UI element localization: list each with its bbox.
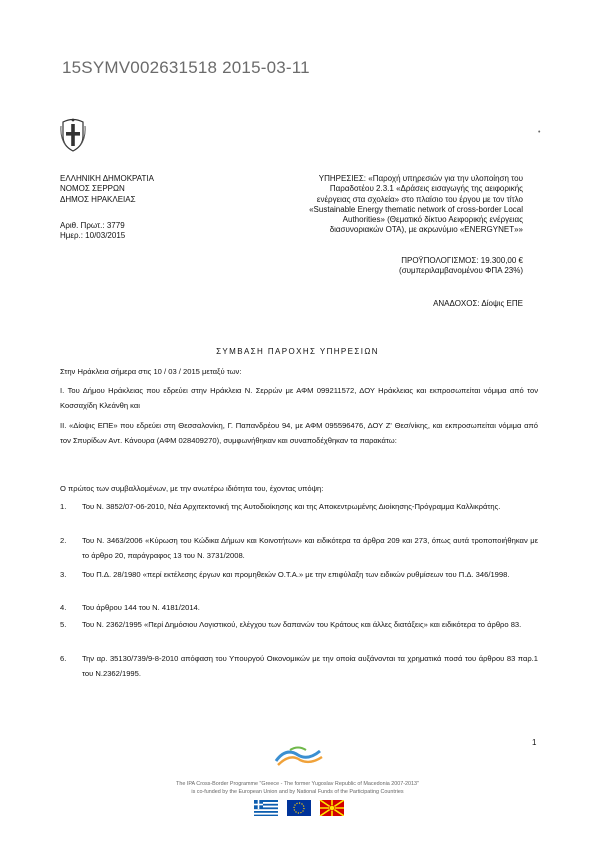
list-item-number: 1. <box>60 502 67 511</box>
protocol-date: Ημερ.: 10/03/2015 <box>60 231 126 241</box>
issuer-line: ΔΗΜΟΣ ΗΡΑΚΛΕΙΑΣ <box>60 194 136 204</box>
list-item-text: Του Ν. 3463/2006 «Κύρωση του Κώδικα Δήμων και Κοινοτήτων» και ειδικότερα τα άρθρα 209 και 273, όπως αυτά τροποποιήθηκαν με το άρθρο 20, παράγραφος 13 του Ν. 3731/2008. <box>82 536 538 560</box>
budget-amount: ΠΡΟΫΠΟΛΟΓΙΣΜΟΣ: 19.300,00 € <box>401 256 523 265</box>
contractor: ΑΝΑΔΟΧΟΣ: Δίοψις ΕΠΕ <box>433 299 523 308</box>
list-item-text: Την αρ. 35130/739/9-8-2010 απόφαση του Υπουργού Οικονομικών με την οποία αυξάνονται τα χρηματικά ποσά του άρθρου 83 παρ.1 του Ν.2362/1995. <box>82 654 538 678</box>
list-item-number: 4. <box>60 603 67 612</box>
list-item-text: Του άρθρου 144 του Ν. 4181/2014. <box>82 603 200 612</box>
footer-line: is co-funded by the European Union and by National Funds of the Participating Countries <box>191 788 404 795</box>
programme-logo-icon <box>272 745 324 767</box>
services-line: ενέργειας στα σχολεία» στο πλαίσιο του έργου με τον τίτλο <box>316 194 523 204</box>
macedonia-flag-icon <box>320 800 344 816</box>
first-party-paragraph: Ο πρώτος των συμβαλλομένων, με την ανωτέρω ιδιότητα του, έχοντας υπόψη: <box>60 484 324 493</box>
list-item <box>60 534 538 564</box>
protocol-number: Αριθ. Πρωτ.: 3779 <box>60 221 125 230</box>
list-item <box>60 568 538 583</box>
greek-flag-icon <box>254 800 278 816</box>
eu-flag-icon <box>287 800 311 816</box>
greek-coat-of-arms-icon <box>60 118 86 152</box>
protocol-block <box>60 221 125 242</box>
intro-paragraph: Στην Ηράκλεια σήμερα στις 10 / 03 / 2015 μεταξύ των: <box>60 367 242 376</box>
document-id: 15SYMV002631518 2015-03-11 <box>62 58 310 77</box>
page-number: 1 <box>532 738 537 747</box>
list-item-text: Του Π.Δ. 28/1980 «περί εκτέλεσης έργων και προμηθειών Ο.Τ.Α.» με την επιφύλαξη των ειδικών ρυθμίσεων του Π.Δ. 346/1998. <box>82 570 510 579</box>
issuer-block <box>60 174 154 205</box>
services-line: «Sustainable Energy thematic network of cross-border Local <box>309 204 523 214</box>
list-item <box>60 618 538 633</box>
party-two-paragraph: II. «Δίοψις ΕΠΕ» που εδρεύει στη Θεσσαλονίκη, Γ. Παπανδρέου 94, με ΑΦΜ 095596476, ΔΟΥ Ζ' Θεσ/νίκης, και εκπροσωπείται νόμιμα από τον Σπυρίδων Αντ. Κάνουρα (ΑΦΜ 028409270), συμφωνήθηκαν και συναποδέχθηκαν τα παρακάτω: <box>60 421 538 445</box>
contract-title: ΣΥΜΒΑΣΗ ΠΑΡΟΧΗΣ ΥΠΗΡΕΣΙΩΝ <box>216 347 379 356</box>
list-item <box>60 500 538 515</box>
list-item-text: Του Ν. 2362/1995 «Περί Δημόσιου Λογιστικού, ελέγχου των δαπανών του Κράτους και άλλες διατάξεις» και ειδικότερα το άρθρο 83. <box>82 620 522 629</box>
issuer-line: ΕΛΛΗΝΙΚΗ ΔΗΜΟΚΡΑΤΙΑ <box>60 174 154 183</box>
services-line: ΥΠΗΡΕΣΙΕΣ: «Παροχή υπηρεσιών για την υλοποίηση του <box>318 174 523 183</box>
flags-row <box>254 800 344 816</box>
services-line: διασυνοριακών ΟΤΑ), με ακρωνύμιο «ENERGYNET»» <box>329 225 523 235</box>
party-one-paragraph: I. Του Δήμου Ηράκλειας που εδρεύει στην Ηράκλεια Ν. Σερρών με ΑΦΜ 099211572, ΔΟΥ Ηράκλειας και εκπροσωπείται νόμιμα από τον Κοσσαχίδη Κλεάνθη και <box>60 386 538 410</box>
marker-dot: • <box>538 129 541 136</box>
list-item-number: 5. <box>60 620 67 629</box>
issuer-line: ΝΟΜΟΣ ΣΕΡΡΩΝ <box>60 184 125 194</box>
list-item-number: 2. <box>60 536 67 545</box>
list-item-text: Του Ν. 3852/07-06-2010, Νέα Αρχιτεκτονική της Αυτοδιοίκησης και της Αποκεντρωμένης Διοίκησης-Πρόγραμμα Καλλικράτης. <box>82 502 501 511</box>
list-item <box>60 652 538 682</box>
list-item-number: 3. <box>60 570 67 579</box>
footer-line: The IPA Cross-Border Programme "Greece - The former Yugoslav Republic of Macedonia 2007-2013" <box>176 781 419 787</box>
services-line: Authorities» (Θεματικό δίκτυο Αειφορικής ενέργειας <box>342 215 523 225</box>
footer-note <box>0 781 595 796</box>
budget-vat-note: (συμπεριλαμβανομένου ΦΠΑ 23%) <box>399 266 523 276</box>
list-item-number: 6. <box>60 654 67 663</box>
budget-block <box>399 256 523 277</box>
list-item <box>60 601 538 616</box>
services-line: Παραδοτέου 2.3.1 «Δράσεις εισαγωγής της αειφορικής <box>329 184 523 194</box>
services-block <box>193 174 523 236</box>
